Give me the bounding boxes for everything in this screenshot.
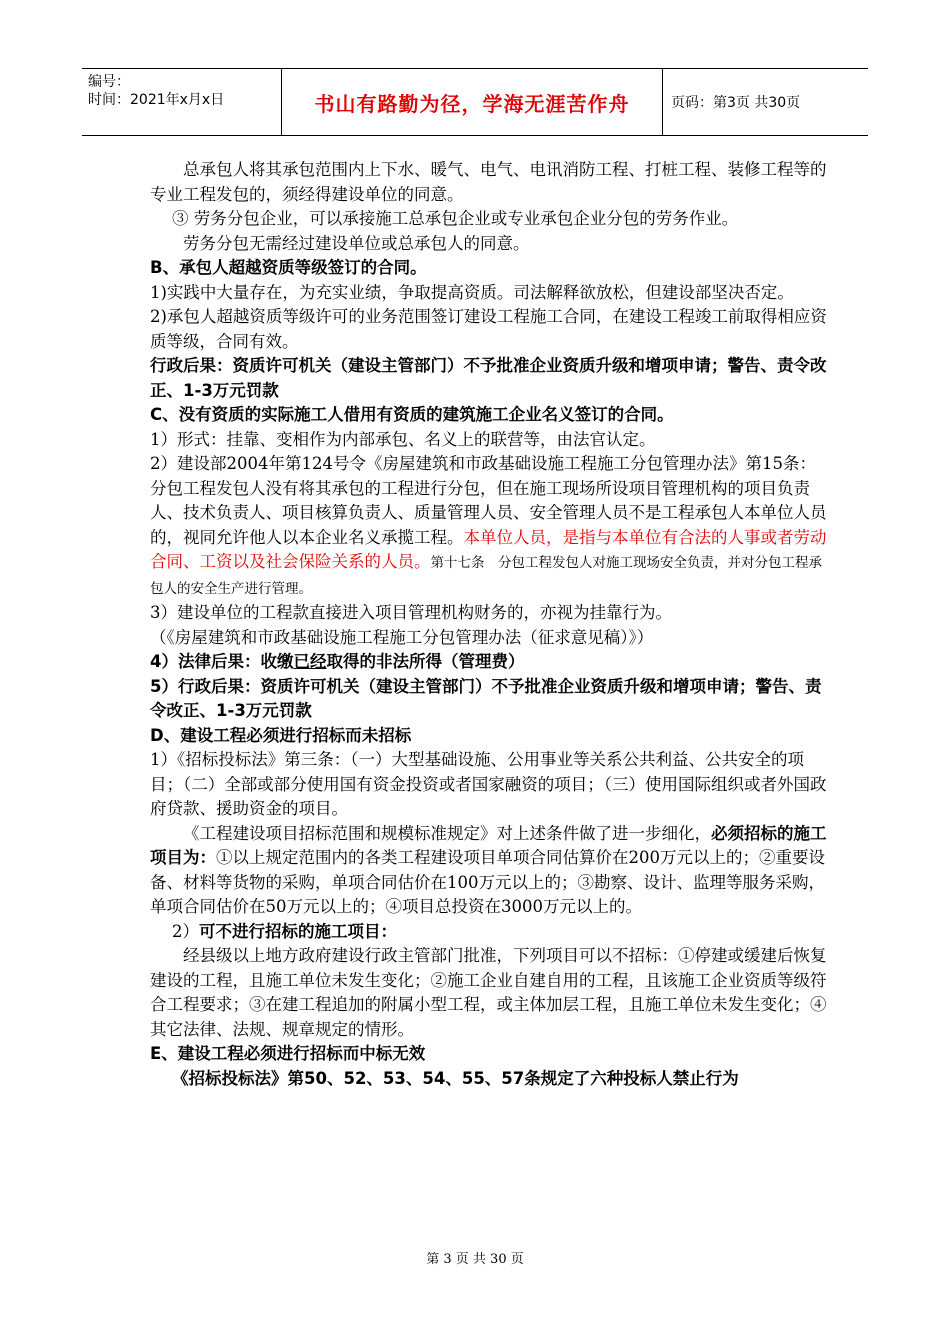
paragraph-text: 2）建设部2004年第124号令《房屋建筑和市政基础设施工程施工分包管理办法》第15条：分包工程发包人没有将其承包的工程进行分包，但在施工现场所设项目管理机构的项目负责人、技术负责人、项目核算负责人、质量管理人员、安全管理人员不是工程承包人本单位人员的，视同允许他人以本企业名义承揽工程。 xyxy=(150,454,827,547)
bold-paragraph: 《招标投标法》第50、52、53、54、55、57条规定了六种投标人禁止行为 xyxy=(172,1068,739,1088)
section-heading-c: C、没有资质的实际施工人借用有资质的建筑施工企业名义签订的合同。 xyxy=(150,405,674,424)
bold-paragraph: 5）行政后果：资质许可机关（建设主管部门）不予批准企业资质升级和增项申请；警告、责令改正、1-3万元罚款 xyxy=(150,676,822,720)
paragraph: 1）形式：挂靠、变相作为内部承包、名义上的联营等，由法官认定。 xyxy=(150,429,656,449)
header-meta xyxy=(82,69,282,135)
bold-text: 4）法律后果：收缴 xyxy=(150,652,294,671)
paragraph: 劳务分包无需经过建设单位或总承包人的同意。 xyxy=(183,233,530,253)
bold-text: 必须招标的施工项目为： xyxy=(150,823,827,867)
paragraph: 2)承包人超越资质等级许可的业务范围签订建设工程施工合同，在建设工程竣工前取得相应资质等级，合同有效。 xyxy=(150,307,827,351)
section-heading-b: B、承包人超越资质等级签订的合同。 xyxy=(150,258,427,277)
paragraph-text: 2） xyxy=(172,921,199,941)
paragraph: （《房屋建筑和市政基础设施工程施工分包管理办法（征求意见稿）》） xyxy=(150,627,654,647)
paragraph: 1）《招标投标法》第三条：（一）大型基础设施、公用事业等关系公共利益、公共安全的项目；（二）全部或部分使用国有资金投资或者国家融资的项目；（三）使用国际组织或者外国政府贷款、援助资金的项目。 xyxy=(150,750,827,818)
paragraph: ③ 劳务分包企业，可以承接施工总承包企业或专业承包企业分包的劳务作业。 xyxy=(172,209,739,228)
page-header xyxy=(82,68,868,136)
paragraph: 1)实践中大量存在，为充实业绩，争取提高资质。司法解释欲放松，但建设部坚决否定。 xyxy=(150,282,794,302)
section-heading-d: D、建设工程必须进行招标而未招标 xyxy=(150,725,412,745)
paragraph-text: ①以上规定范围内的各类工程建设项目单项合同估算价在200万元以上的；②重要设备、材料等货物的采购，单项合同估价在100万元以上的；③勘察、设计、监理等服务采购，单项合同估价在50万元以上的；④项目总投资在3000万元以上的。 xyxy=(150,848,825,916)
paragraph: 经县级以上地方政府建设行政主管部门批准，下列项目可以不招标：①停建或缓建后恢复建设的工程，且施工单位未发生变化；②施工企业自建自用的工程，且该施工企业资质等级符合工程要求；③在建工程追加的附属小型工程，或主体加层工程，且施工单位未发生变化；④其它法律、法规、规章规定的情形。 xyxy=(150,946,827,1039)
small-note-text: 第十七条 分包工程发包人对施工现场安全负责，并对分包工程承包人的安全生产进行管理。 xyxy=(150,555,822,597)
bold-paragraph: 行政后果：资质许可机关（建设主管部门）不予批准企业资质升级和增项申请；警告、责令改正、1-3万元罚款 xyxy=(150,356,827,400)
document-body xyxy=(150,158,830,1091)
section-heading-e: E、建设工程必须进行招标而中标无效 xyxy=(150,1044,426,1063)
header-page-info: 页码：第3页 共30页 xyxy=(671,95,801,111)
bold-paragraph xyxy=(150,650,830,675)
bold-text: 取得的非法所得（管理费） xyxy=(326,652,525,671)
bold-text: 可不进行招标的施工项目： xyxy=(199,921,397,941)
page-footer: 第 3 页 共 30 页 xyxy=(426,1252,524,1267)
red-emphasis-text: 本单位人员，是指与本单位有合法的人事或者劳动合同、工资以及社会保险关系的人员。 xyxy=(150,527,827,571)
paragraph: 总承包人将其承包范围内上下水、暖气、电气、电讯消防工程、打桩工程、装修工程等的专业工程发包的，须经得建设单位的同意。 xyxy=(150,160,827,204)
document-date-label: 时间：2021年x月x日 xyxy=(88,92,225,108)
underlined-text: 已经 xyxy=(293,652,327,671)
header-motto: 书山有路勤为径，学海无涯苦作舟 xyxy=(282,69,663,135)
paragraph: 3）建设单位的工程款直接进入项目管理机构财务的，亦视为挂靠行为。 xyxy=(150,603,672,622)
paragraph-mixed xyxy=(150,822,830,920)
paragraph-text: 《工程建设项目招标范围和规模标准规定》对上述条件做了进一步细化， xyxy=(183,823,711,843)
document-number-label: 编号： xyxy=(88,74,130,90)
paragraph-mixed xyxy=(150,452,830,601)
paragraph-mixed xyxy=(150,920,830,945)
